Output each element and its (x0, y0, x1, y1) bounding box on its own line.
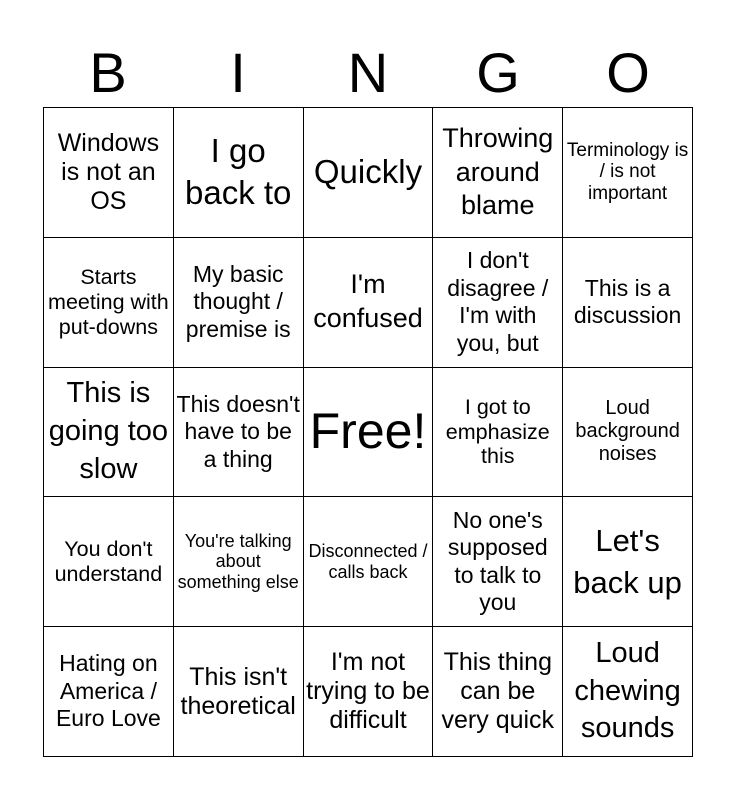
bingo-free-cell[interactable]: Free! (304, 368, 434, 498)
bingo-cell[interactable]: This doesn't have to be a thing (174, 368, 304, 498)
bingo-cell[interactable]: I'm not trying to be difficult (304, 627, 434, 757)
bingo-cell[interactable]: This is going too slow (44, 368, 174, 498)
bingo-cell[interactable]: Windows is not an OS (44, 108, 174, 238)
bingo-cell[interactable]: I'm confused (304, 238, 434, 368)
bingo-cell[interactable]: I go back to (174, 108, 304, 238)
bingo-cell[interactable]: This thing can be very quick (433, 627, 563, 757)
bingo-cell[interactable]: I don't disagree / I'm with you, but (433, 238, 563, 368)
header-letter-i: I (230, 41, 246, 104)
bingo-cell[interactable]: Starts meeting with put-downs (44, 238, 174, 368)
bingo-cell[interactable]: Hating on America / Euro Love (44, 627, 174, 757)
bingo-cell[interactable]: No one's supposed to talk to you (433, 497, 563, 627)
bingo-cell[interactable]: This is a discussion (563, 238, 693, 368)
bingo-cell[interactable]: Terminology is / is not important (563, 108, 693, 238)
header-letter-o: O (606, 41, 650, 104)
bingo-cell[interactable]: My basic thought / premise is (174, 238, 304, 368)
bingo-cell[interactable]: I got to emphasize this (433, 368, 563, 498)
bingo-cell[interactable]: Loud background noises (563, 368, 693, 498)
bingo-board (43, 107, 693, 757)
bingo-cell[interactable]: Loud chewing sounds (563, 627, 693, 757)
bingo-cell[interactable]: Disconnected / calls back (304, 497, 434, 627)
bingo-cell[interactable]: Throwing around blame (433, 108, 563, 238)
bingo-cell[interactable]: You don't understand (44, 497, 174, 627)
bingo-cell[interactable]: Let's back up (563, 497, 693, 627)
bingo-cell[interactable]: Quickly (304, 108, 434, 238)
bingo-cell[interactable]: You're talking about something else (174, 497, 304, 627)
header-letter-b: B (89, 41, 127, 104)
bingo-cell[interactable]: This isn't theoretical (174, 627, 304, 757)
header-letter-n: N (347, 41, 389, 104)
bingo-header (43, 40, 693, 106)
header-letter-g: G (476, 41, 520, 104)
